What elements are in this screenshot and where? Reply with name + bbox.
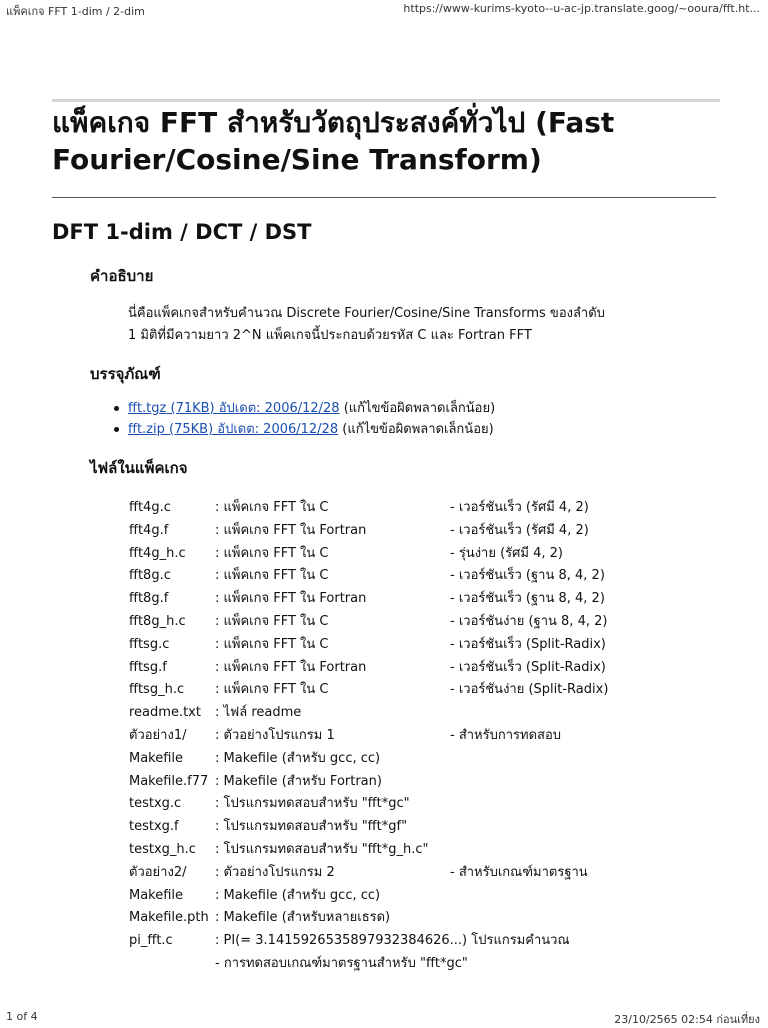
file-name: Makefile.pth: [129, 910, 209, 926]
file-row: [129, 839, 629, 862]
download-link-zip[interactable]: fft.zip (75KB) อัปเดต: 2006/12/28: [128, 422, 339, 437]
description-line: นี่คือแพ็คเกจสำหรับคำนวณ Discrete Fourier/Cosine/Sine Transforms ของลำดับ: [128, 306, 605, 321]
file-row: [129, 907, 629, 930]
file-name: testxg.f: [129, 819, 179, 835]
file-name: Makefile: [129, 887, 184, 903]
file-description: : แพ็คเกจ FFT ใน Fortran: [215, 591, 367, 607]
file-description: : แพ็คเกจ FFT ใน C: [215, 500, 329, 515]
file-description: : Makefile (สำหรับ Fortran): [215, 773, 382, 789]
file-note: - เวอร์ชันเร็ว (รัศมี 4, 2): [450, 500, 589, 515]
file-name: testxg.c: [129, 796, 182, 812]
file-row: [129, 771, 629, 794]
file-name: fftsg.f: [129, 659, 167, 675]
file-name: ตัวอย่าง2/: [129, 864, 187, 880]
download-link-tgz[interactable]: fft.tgz (71KB) อัปเดต: 2006/12/28: [128, 401, 340, 416]
file-note: - เวอร์ชันเร็ว (Split-Radix): [450, 636, 606, 652]
file-description: : แพ็คเกจ FFT ใน C: [215, 545, 329, 561]
description-line: 1 มิติที่มีความยาว 2^N แพ็คเกจนี้ประกอบด้วยรหัส C และ Fortran FFT: [128, 328, 532, 343]
file-row: [129, 565, 629, 588]
file-description: : แพ็คเกจ FFT ใน C: [215, 568, 329, 584]
file-description: : แพ็คเกจ FFT ใน Fortran: [215, 522, 367, 538]
file-name: fftsg.c: [129, 636, 170, 652]
title-divider: [52, 197, 716, 198]
file-row: [129, 588, 629, 611]
file-name: fftsg_h.c: [129, 682, 185, 698]
file-row: [129, 657, 629, 680]
file-description: : แพ็คเกจ FFT ใน Fortran: [215, 659, 367, 675]
file-description: : โปรแกรมทดสอบสำหรับ "fft*gf": [215, 819, 408, 835]
download-item: [112, 398, 495, 419]
file-row: [129, 885, 629, 908]
file-note: - เวอร์ชันเร็ว (Split-Radix): [450, 659, 606, 675]
file-row: [129, 816, 629, 839]
file-list: [129, 497, 629, 976]
file-description: : PI(= 3.1415926535897932384626...) โปรแกรมคำนวณ: [215, 933, 570, 949]
print-footer-page: 1 of 4: [6, 1010, 38, 1023]
download-item: [112, 419, 495, 440]
file-note: - เวอร์ชันเร็ว (รัศมี 4, 2): [450, 522, 589, 538]
file-row: [129, 725, 629, 748]
file-name: ตัวอย่าง1/: [129, 727, 187, 743]
file-name: fft8g.f: [129, 591, 169, 607]
contents-heading: บรรจุภัณฑ์: [90, 365, 161, 383]
file-name: readme.txt: [129, 705, 201, 721]
file-description: : Makefile (สำหรับหลายเธรด): [215, 910, 391, 926]
section-heading: DFT 1-dim / DCT / DST: [52, 220, 312, 244]
download-note: (แก้ไขข้อผิดพลาดเล็กน้อย): [339, 401, 496, 416]
file-description: : แพ็คเกจ FFT ใน C: [215, 682, 329, 698]
file-name: pi_fft.c: [129, 933, 173, 949]
description-heading: คำอธิบาย: [90, 267, 154, 285]
file-name: fft4g_h.c: [129, 545, 186, 561]
file-description: : Makefile (สำหรับ gcc, cc): [215, 887, 381, 903]
file-note: - สำหรับการทดสอบ: [450, 727, 562, 743]
bullet-icon: [114, 406, 119, 411]
file-row: [129, 748, 629, 771]
file-note: - สำหรับเกณฑ์มาตรฐาน: [450, 864, 588, 880]
file-name: testxg_h.c: [129, 841, 196, 857]
file-description: : ไฟล์ readme: [215, 705, 302, 721]
file-description: : โปรแกรมทดสอบสำหรับ "fft*gc": [215, 796, 410, 812]
file-name: fft8g.c: [129, 568, 171, 584]
file-description: : แพ็คเกจ FFT ใน C: [215, 613, 329, 629]
file-note: - เวอร์ชันง่าย (Split-Radix): [450, 682, 609, 698]
file-note: - เวอร์ชันเร็ว (ฐาน 8, 4, 2): [450, 591, 605, 607]
files-heading: ไฟล์ในแพ็คเกจ: [90, 459, 188, 477]
download-note: (แก้ไขข้อผิดพลาดเล็กน้อย): [338, 422, 494, 437]
download-list: [112, 398, 495, 440]
file-name: Makefile: [129, 750, 184, 766]
file-note: - รุ่นง่าย (รัศมี 4, 2): [450, 545, 563, 561]
file-name: fft4g.c: [129, 500, 171, 515]
file-row: [129, 497, 629, 520]
file-row: [129, 520, 629, 543]
file-description: - การทดสอบเกณฑ์มาตรฐานสำหรับ "fft*gc": [215, 955, 468, 971]
file-name: fft4g.f: [129, 522, 169, 538]
description-paragraph: [128, 303, 688, 347]
print-header-url: https://www-kurims-kyoto--u-ac-jp.translate.goog/~ooura/fft.ht...: [403, 2, 760, 15]
file-name: Makefile.f77: [129, 773, 209, 789]
file-row: [129, 634, 629, 657]
title-top-bar: [52, 99, 720, 102]
file-description: : ตัวอย่างโปรแกรม 1: [215, 727, 335, 743]
file-description: : ตัวอย่างโปรแกรม 2: [215, 864, 335, 880]
file-note: - เวอร์ชันง่าย (ฐาน 8, 4, 2): [450, 613, 608, 629]
file-note: - เวอร์ชันเร็ว (ฐาน 8, 4, 2): [450, 568, 605, 584]
file-row: [129, 953, 629, 976]
file-row: [129, 611, 629, 634]
file-row: [129, 930, 629, 953]
bullet-icon: [114, 427, 119, 432]
file-description: : แพ็คเกจ FFT ใน C: [215, 636, 329, 652]
file-description: : Makefile (สำหรับ gcc, cc): [215, 750, 381, 766]
page-title: แพ็คเกจ FFT สำหรับวัตถุประสงค์ทั่วไป (Fast Fourier/Cosine/Sine Transform): [52, 106, 615, 176]
file-name: fft8g_h.c: [129, 613, 186, 629]
print-footer-timestamp: 23/10/2565 02:54 ก่อนเที่ยง: [614, 1013, 760, 1026]
file-row: [129, 679, 629, 702]
print-header-tab-title: แพ็คเกจ FFT 1-dim / 2-dim: [6, 5, 145, 18]
file-row: [129, 862, 629, 885]
file-row: [129, 793, 629, 816]
file-row: [129, 543, 629, 566]
file-row: [129, 702, 629, 725]
file-description: : โปรแกรมทดสอบสำหรับ "fft*g_h.c": [215, 841, 429, 857]
